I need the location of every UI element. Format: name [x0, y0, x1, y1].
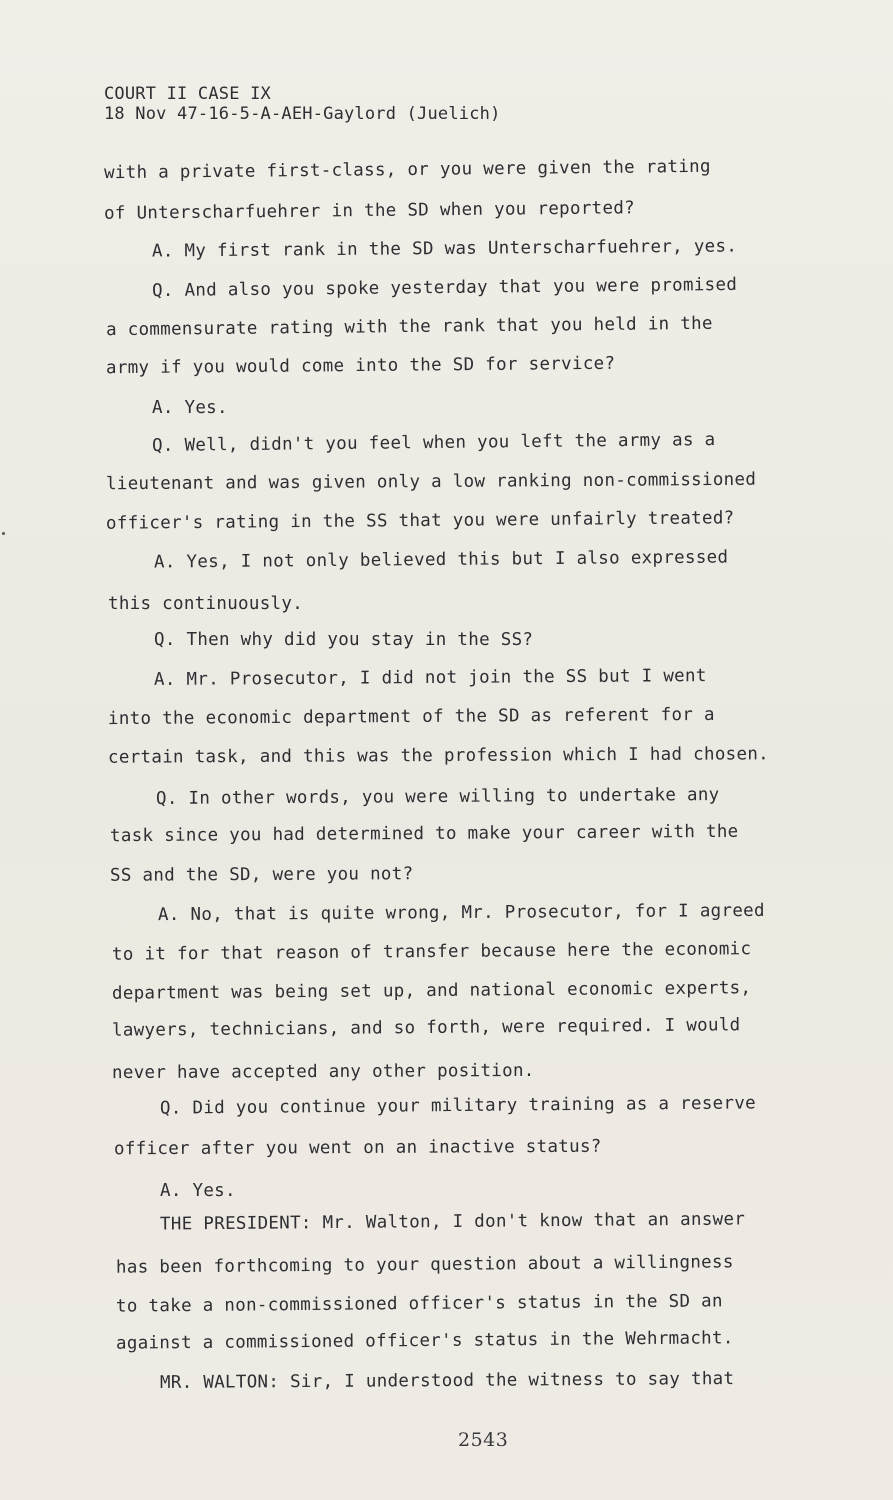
transcript-line: to take a non-commissioned officer's status in the SD an — [115, 1291, 723, 1317]
transcript-line: army if you would come into the SD for service? — [105, 353, 616, 379]
transcript-line: against a commissioned officer's status in the Wehrmacht. — [115, 1328, 734, 1354]
transcript-line: never have accepted any other position. — [111, 1060, 535, 1084]
court-case-line: COURT II CASE IX — [104, 84, 271, 104]
page-number: 2543 — [458, 1429, 509, 1451]
transcript-line: A. Yes, I not only believed this but I also expressed — [153, 547, 729, 573]
transcript-line: to it for that reason of transfer because here the economic — [111, 939, 752, 965]
transcript-line: SS and the SD, were you not? — [109, 864, 414, 886]
transcript-line: officer after you went on an inactive status? — [113, 1136, 602, 1160]
transcript-line: Q. Well, didn't you feel when you left the army as a — [151, 430, 716, 456]
transcript-line: certain task, and this was the profession which I had chosen. — [107, 744, 770, 768]
transcript-line: A. My first rank in the SD was Unterscharfuehrer, yes. — [151, 236, 738, 262]
transcript-line: this continuously. — [108, 594, 304, 614]
date-reference-line: 18 Nov 47-16-5-A-AEH-Gaylord (Juelich) — [104, 104, 501, 124]
transcript-line: lieutenant and was given only a low ranking non-commissioned — [105, 469, 757, 495]
transcript-line: of Unterscharfuehrer in the SD when you reported? — [103, 198, 636, 224]
transcript-line: THE PRESIDENT: Mr. Walton, I don't know that an answer — [159, 1209, 746, 1235]
transcript-line: department was being set up, and national economic experts, — [111, 978, 752, 1004]
transcript-line: A. Yes. — [160, 1181, 236, 1201]
transcript-line: into the economic department of the SD as referent for a — [107, 704, 715, 730]
transcript-line: A. Yes. — [152, 398, 228, 418]
transcript-line: officer's rating in the SS that you were unfairly treated? — [105, 508, 735, 534]
transcript-line: task since you had determined to make your career with the — [109, 821, 739, 847]
transcript-line: has been forthcoming to your question about a willingness — [115, 1252, 734, 1278]
margin-mark — [2, 532, 5, 535]
transcript-line: with a private first-class, or you were given the rating — [103, 156, 711, 184]
transcript-line: Q. In other words, you were willing to undertake any — [155, 785, 720, 809]
transcript-line: lawyers, technicians, and so forth, were required. I would — [111, 1015, 741, 1041]
transcript-line: Q. And also you spoke yesterday that you were promised — [151, 274, 738, 302]
transcript-line: Q. Then why did you stay in the SS? — [154, 630, 534, 650]
transcript-line: Q. Did you continue your military training as a reserve — [159, 1093, 757, 1119]
transcript-line: A. No, that is quite wrong, Mr. Prosecutor, for I agreed — [157, 900, 765, 926]
transcript-line: A. Mr. Prosecutor, I did not join the SS but I went — [153, 666, 707, 690]
transcript-line: MR. WALTON: Sir, I understood the witness to say that — [159, 1368, 735, 1394]
transcript-line: a commensurate rating with the rank that you held in the — [105, 313, 713, 341]
